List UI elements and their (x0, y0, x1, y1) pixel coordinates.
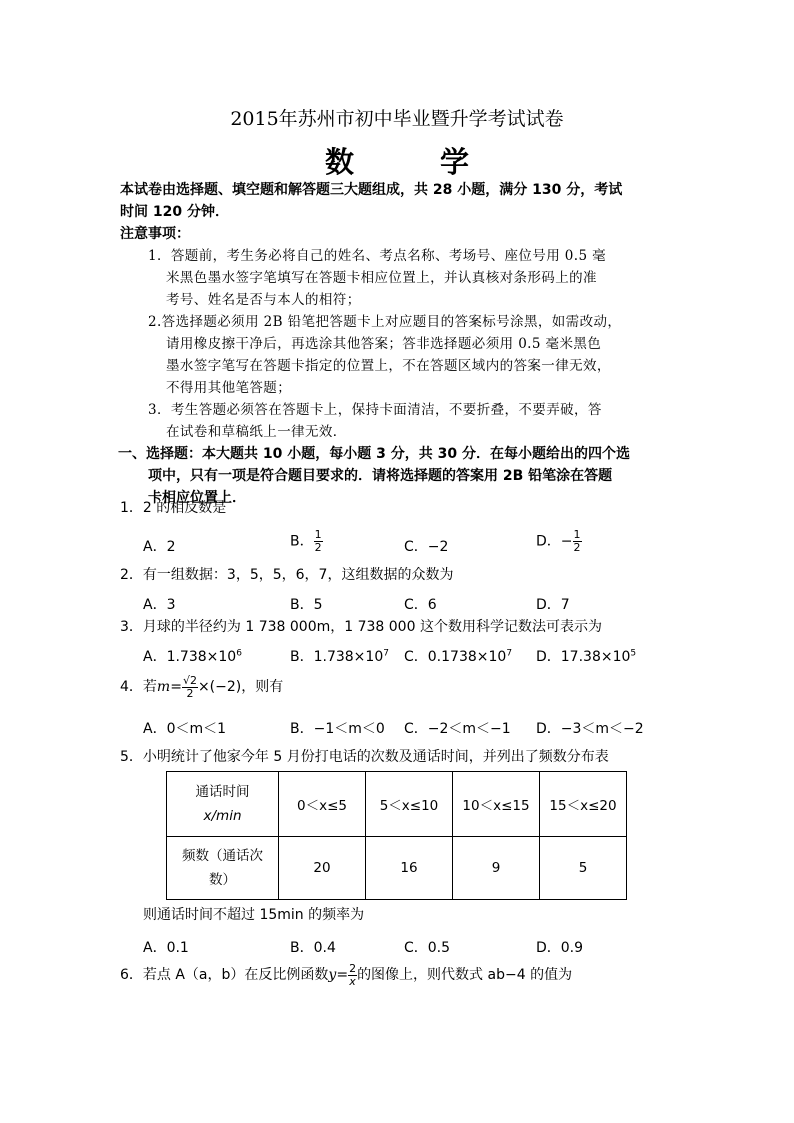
note-2-line-1: 2.答选择题必须用 2B 铅笔把答题卡上对应题目的答案标号涂黑，如需改动， (148, 314, 622, 330)
fraction-denominator: x (349, 974, 356, 988)
q2-option-c: C．6 (404, 597, 437, 613)
q6-stem-part-2: 的图像上，则代数式 ab−4 的值为 (357, 967, 573, 983)
q5-option-a: A．0.1 (143, 940, 189, 956)
q5-option-d: D．0.9 (536, 940, 584, 956)
note-3-line-2: 在试卷和草稿纸上一律无效． (166, 424, 347, 440)
note-3-line-1: 3．考生答题必须答在答题卡上，保持卡面清洁，不要折叠，不要弄破，答 (148, 402, 602, 418)
q6-stem-part-1: 6．若点 A（a，b）在反比例函数 (120, 967, 329, 983)
table-value-cell: 5 (540, 837, 627, 900)
table-value-cell: 9 (453, 837, 540, 900)
table-value-cell: 16 (366, 837, 453, 900)
q4-option-a: A．0＜m＜1 (143, 721, 227, 737)
q5-option-c: C．0.5 (404, 940, 451, 956)
table-range-cell: 0＜x≤5 (279, 772, 366, 837)
table-row (167, 772, 627, 837)
q2-option-a: A．3 (143, 597, 176, 613)
intro-line-1: 本试卷由选择题、填空题和解答题三大题组成，共 28 小题，满分 130 分，考试 (120, 182, 623, 198)
q3-a-exponent: 6 (236, 648, 242, 659)
section-1-desc: 本大题共 10 小题，每小题 3 分，共 30 分．在每小题给出的四个选 (202, 446, 630, 462)
notice-title: 注意事项： (120, 226, 190, 242)
row-label-line-1: 频数（通话次 (182, 848, 263, 864)
note-2-line-4: 不得用其他笔答题； (166, 380, 292, 396)
note-1-line-3: 考号、姓名是否与本人的相符； (166, 292, 361, 308)
q3-option-a (143, 646, 242, 666)
q6-equals: = (336, 967, 349, 983)
q2-stem: 2．有一组数据：3，5，5，6，7，这组数据的众数为 (120, 567, 454, 583)
fraction-numerator: 1 (314, 528, 322, 541)
q4-equals: = (170, 679, 182, 695)
q4-variable: m (156, 679, 171, 695)
intro-line-2: 时间 120 分钟． (120, 204, 229, 220)
header-label-line-1: 通话时间 (195, 784, 250, 800)
fraction-numerator: 2 (349, 961, 357, 975)
fraction-numerator: √2 (182, 673, 197, 687)
section-1-line-3: 卡相应位置上． (148, 490, 246, 506)
q1-option-c: C．−2 (404, 539, 449, 555)
table-range-cell: 5＜x≤10 (366, 772, 453, 837)
q3-option-d (536, 646, 636, 666)
table-range-cell: 10＜x≤15 (453, 772, 540, 837)
section-1-line-2: 项中，只有一项是符合题目要求的．请将选择题的答案用 2B 铅笔涂在答题 (148, 468, 613, 484)
row-label-line-2: 数） (209, 872, 236, 888)
q1-option-b-fraction (314, 529, 323, 554)
frequency-table (166, 771, 627, 900)
q4-option-b: B．−1＜m＜0 (290, 721, 385, 737)
q4-stem-suffix: ，则有 (241, 679, 284, 695)
q3-option-c (404, 646, 512, 666)
q3-c-exponent: 7 (506, 648, 513, 659)
q3-option-b (290, 646, 389, 666)
q6-stem (120, 962, 572, 988)
section-1-line-1 (118, 444, 630, 464)
table-header-label (167, 772, 279, 837)
q1-option-d-fraction (573, 529, 582, 554)
q1-option-a: A．2 (143, 539, 176, 555)
q4-option-d: D．−3＜m＜−2 (536, 721, 644, 737)
q4-fraction (182, 675, 198, 700)
exam-title: 2015年苏州市初中毕业暨升学考试试卷 (230, 108, 564, 130)
q6-fraction (348, 963, 357, 988)
q3-c-base: C．0.1738×10 (404, 649, 507, 665)
fraction-numerator: 1 (573, 528, 581, 541)
note-1-line-2: 米黑色墨水签字笔填写在答题卡相应位置上，并认真核对条形码上的准 (166, 270, 597, 286)
q3-a-base: A．1.738×10 (143, 649, 237, 665)
q1-option-b (290, 529, 323, 554)
q5-stem: 5．小明统计了他家今年 5 月份打电话的次数及通话时间，并列出了频数分布表 (120, 749, 609, 765)
q1-option-d (536, 529, 582, 554)
table-row (167, 837, 627, 900)
q1-stem: 1．2 的相反数是 (120, 500, 227, 516)
subject-title: 数 学 (324, 145, 508, 179)
q3-stem: 3．月球的半径约为 1 738 000m，1 738 000 这个数用科学记数法可表示为 (120, 619, 602, 635)
note-2-line-3: 墨水签字笔写在答题卡指定的位置上，不在答题区域内的答案一律无效， (166, 358, 611, 374)
q3-d-base: D．17.38×10 (536, 649, 631, 665)
q5-option-b: B．0.4 (290, 940, 336, 956)
table-row-label (167, 837, 279, 900)
fraction-denominator: 2 (573, 541, 581, 554)
q2-option-b: B．5 (290, 597, 323, 613)
q3-b-exponent: 7 (383, 648, 389, 659)
q3-b-base: B．1.738×10 (290, 649, 384, 665)
q4-option-c: C．−2＜m＜−1 (404, 721, 511, 737)
fraction-denominator: 2 (314, 541, 322, 554)
header-label-line-2: x/min (203, 808, 242, 824)
table-value-cell: 20 (279, 837, 366, 900)
table-range-cell: 15＜x≤20 (540, 772, 627, 837)
q4-stem (120, 674, 283, 700)
section-1-label: 一、选择题： (118, 446, 202, 462)
fraction-denominator: 2 (186, 686, 194, 700)
q4-stem-prefix: 4．若 (120, 679, 157, 695)
q3-d-exponent: 5 (630, 648, 637, 659)
q6-function-variable: y (328, 967, 337, 983)
q1-option-d-label: D．− (536, 533, 573, 550)
q5-follow-up: 则通话时间不超过 15min 的频率为 (143, 907, 365, 923)
q2-option-d: D．7 (536, 597, 570, 613)
note-1-line-1: 1．答题前，考生务必将自己的姓名、考点名称、考场号、座位号用 0.5 毫 (148, 248, 607, 264)
note-2-line-2: 请用橡皮擦干净后，再选涂其他答案；答非选择题必须用 0.5 毫米黑色 (166, 336, 602, 352)
q1-option-b-label: B． (290, 533, 314, 550)
q4-expression-tail: ×(−2) (197, 679, 242, 695)
